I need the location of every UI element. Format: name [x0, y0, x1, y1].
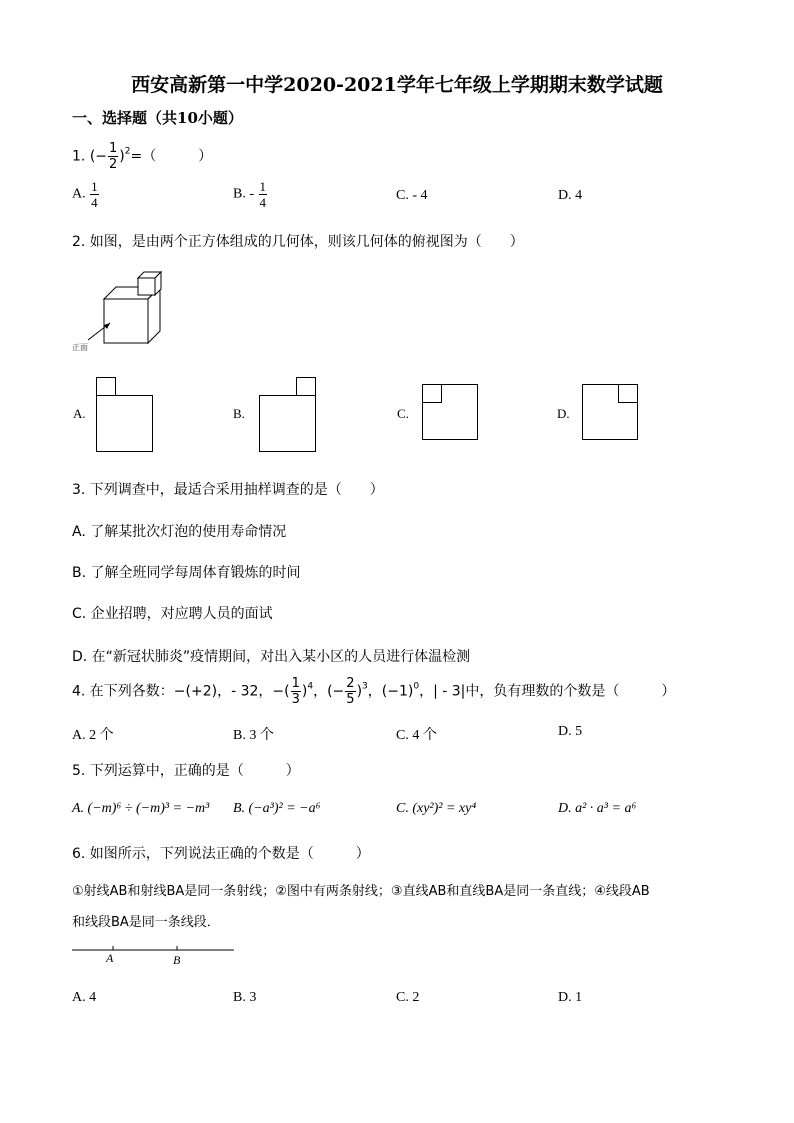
q4-option-d[interactable]: D. 5: [558, 724, 583, 739]
q2-solid-figure: [70, 265, 170, 360]
q1-b-den: 4: [259, 195, 266, 210]
q3-option-c[interactable]: C. 企业招聘，对应聘人员的面试: [72, 606, 273, 622]
q6-statements-line-1: ①射线AB和射线BA是同一条射线；②图中有两条射线；③直线AB和直线BA是同一条直线；④线段AB: [72, 884, 650, 899]
q1-option-b-label: B. -: [233, 186, 254, 202]
q3-option-d[interactable]: D. 在“新冠状肺炎”疫情期间，对出入某小区的人员进行体温检测: [72, 649, 471, 665]
q1-number: 1.: [72, 148, 86, 165]
q4-option-b[interactable]: B. 3 个: [233, 728, 274, 743]
q4-exp-1: 4: [307, 681, 314, 692]
question-5: 5. 下列运算中，正确的是（ ）: [72, 763, 300, 779]
q1-option-d[interactable]: D. 4: [558, 188, 583, 203]
q5-option-b[interactable]: B. (−a³)² = −a⁶: [233, 801, 321, 816]
page-title: 西安高新第一中学2020-2021学年七年级上学期期末数学试题: [131, 74, 663, 96]
q4-f1-num: 1: [291, 676, 300, 691]
q6-statements-line-2: 和线段BA是同一条线段．: [72, 915, 220, 930]
q1-frac-den: 2: [109, 157, 118, 172]
front-label: 正面: [72, 343, 88, 352]
q1-option-a-label: A.: [72, 186, 86, 202]
q4-f2-den: 5: [346, 692, 355, 707]
q2-option-b-figure: [259, 377, 319, 455]
q4-rest-2: ，| - 3|中，负有理数的个数是（ ）: [419, 683, 676, 700]
question-3: 3. 下列调查中，最适合采用抽样调查的是（ ）: [72, 482, 384, 498]
q4-f2-num: 2: [346, 676, 355, 691]
q2-option-d-figure: [582, 384, 642, 444]
question-4: 4. 在下列各数：−(+2)，- 32，−( $\frac{1}{3}$ )$^4$，(− $\frac{2}{5}$ )$^3$，$(-1)^0$，| - 3|中，负有理数的个数是（ ）: [72, 676, 676, 707]
question-1: [72, 142, 212, 171]
q4-exp-2: 3: [362, 681, 368, 692]
q6-line-figure: [72, 940, 237, 968]
q1-option-a-fraction: [90, 180, 99, 209]
q1-frac-num: 1: [109, 141, 118, 156]
q6-option-b[interactable]: B. 3: [233, 990, 257, 1005]
q1-a-den: 4: [91, 195, 98, 210]
q6-option-a[interactable]: A. 4: [72, 990, 97, 1005]
q2-option-a-figure: [96, 377, 156, 455]
q4-lead: 4. 在下列各数：−(+2)，- 32，−(: [72, 683, 290, 700]
q5-option-c[interactable]: C. (xy²)² = xy⁴: [396, 801, 477, 816]
q1-close: ): [119, 148, 125, 165]
q4-rest-1: ，(−1): [367, 683, 414, 700]
q1-option-a[interactable]: [72, 180, 100, 209]
q4-exp-3: 0: [413, 681, 420, 692]
q1-tail: =（ ）: [130, 148, 213, 165]
q2-option-b[interactable]: B.: [233, 406, 245, 421]
q3-option-b[interactable]: B. 了解全班同学每周体育锻炼的时间: [72, 565, 301, 581]
q1-fraction: [108, 142, 118, 171]
q1-open: (−: [89, 148, 108, 165]
q5-option-a[interactable]: A. (−m)⁶ ÷ (−m)³ = −m³: [72, 801, 210, 816]
q3-option-a[interactable]: A. 了解某批次灯泡的使用寿命情况: [72, 524, 287, 540]
q6-option-c[interactable]: C. 2: [396, 990, 420, 1005]
q1-option-b-fraction: [259, 180, 268, 209]
q4-option-a[interactable]: A. 2 个: [72, 728, 114, 743]
question-2: 2. 如图，是由两个正方体组成的几何体，则该几何体的俯视图为（ ）: [72, 234, 524, 250]
q1-exponent: 2: [124, 146, 131, 157]
section-heading: 一、选择题（共10小题）: [72, 109, 243, 127]
q2-option-c[interactable]: C.: [397, 406, 409, 421]
q1-option-b[interactable]: [233, 180, 268, 209]
q4-f1-den: 3: [291, 692, 300, 707]
q4-option-c[interactable]: C. 4 个: [396, 728, 437, 743]
q1-a-num: 1: [91, 179, 98, 194]
q1-option-c[interactable]: C. - 4: [396, 188, 428, 203]
q4-fraction-2: [345, 677, 355, 706]
q5-option-d[interactable]: D. a² · a³ = a⁶: [558, 801, 637, 816]
q4-fraction-1: [291, 677, 301, 706]
q2-option-c-figure: [422, 384, 482, 444]
point-b-label: B: [173, 953, 181, 967]
q2-option-d[interactable]: D.: [557, 406, 570, 421]
q4-mid: ，(−: [313, 683, 345, 700]
question-6: 6. 如图所示，下列说法正确的个数是（ ）: [72, 846, 370, 862]
q2-option-a[interactable]: A.: [73, 406, 86, 421]
q6-option-d[interactable]: D. 1: [558, 990, 583, 1005]
point-a-label: A: [106, 951, 114, 965]
q1-b-num: 1: [259, 179, 266, 194]
